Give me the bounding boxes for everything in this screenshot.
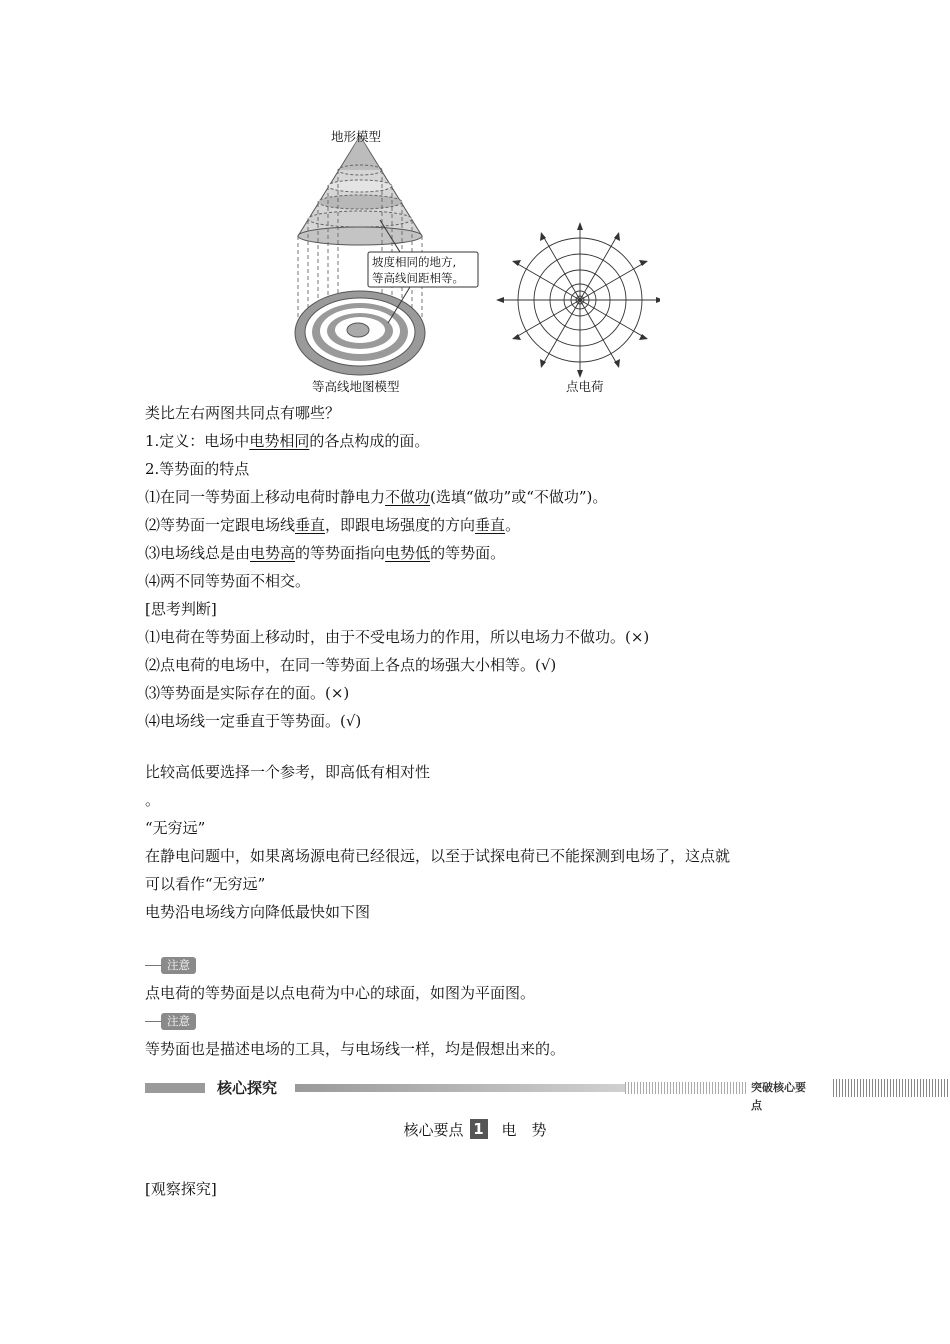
period-line: 。	[145, 791, 161, 809]
note-text-2: 等势面也是描述电场的工具，与电场线一样，均是假想出来的。	[145, 1040, 566, 1058]
section-banner	[145, 1077, 813, 1112]
question-line: 类比左右两图共同点有哪些？	[145, 404, 341, 422]
note-tag-1	[145, 956, 196, 974]
caption-point-charge: 点电荷	[566, 379, 604, 394]
caption-contour-map: 等高线地图模型	[312, 379, 400, 394]
judge-1: ⑴电荷在等势面上移动时，由于不受电场力的作用，所以电场力不做功。(×)	[145, 628, 650, 646]
infinity-line-1: 在静电问题中，如果离场源电荷已经很远，以至于试探电荷已不能探测到电场了，这点就	[145, 847, 731, 865]
note-label: 注意	[161, 1013, 196, 1030]
note-text-1: 点电荷的等势面是以点电荷为中心的球面，如图为平面图。	[145, 984, 536, 1002]
keypoint-label: 核心要点	[403, 1121, 464, 1139]
feature-3: ⑶电场线总是由电势高的等势面指向电势低的等势面。	[145, 544, 506, 562]
infinity-line-2: 可以看作“无穷远”	[145, 875, 266, 893]
note-tag-2	[145, 1012, 196, 1030]
judge-2: ⑵点电荷的电场中，在同一等势面上各点的场强大小相等。(√)	[145, 656, 557, 674]
feature-4: ⑷两不同等势面不相交。	[145, 572, 311, 590]
judge-4: ⑷电场线一定垂直于等势面。(√)	[145, 712, 362, 730]
features-heading: 2.等势面的特点	[145, 460, 250, 478]
drop-line: 电势沿电场线方向降低最快如下图	[145, 903, 371, 921]
feature-1: ⑴在同一等势面上移动电荷时静电力不做功(选填“做功”或“不做功”)。	[145, 488, 608, 506]
figure-title-terrain: 地形模型	[331, 129, 382, 144]
compare-line: 比较高低要选择一个参考，即高低有相对性	[145, 763, 431, 781]
keypoint-heading	[0, 1119, 950, 1140]
callout-line-2: 等高线间距相等。	[372, 271, 464, 285]
feature-2: ⑵等势面一定跟电场线垂直，即跟电场强度的方向垂直。	[145, 516, 521, 534]
section-title: 核心探究	[217, 1079, 278, 1097]
think-heading: [思考判断]	[145, 600, 217, 618]
callout-line-1: 坡度相同的地方,	[372, 255, 457, 269]
observe-heading: [观察探究]	[145, 1180, 217, 1198]
note-label: 注意	[161, 957, 196, 974]
keypoint-title: 电 势	[501, 1121, 547, 1139]
infinity-title: “无穷远”	[145, 819, 206, 837]
judge-3: ⑶等势面是实际存在的面。(×)	[145, 684, 350, 702]
section-subtitle: 突破核心要点	[749, 1079, 813, 1097]
keypoint-number: 1	[470, 1119, 488, 1139]
definition-line: 1.定义：电场中电势相同的各点构成的面。	[145, 432, 430, 450]
contour-figure	[280, 128, 660, 378]
